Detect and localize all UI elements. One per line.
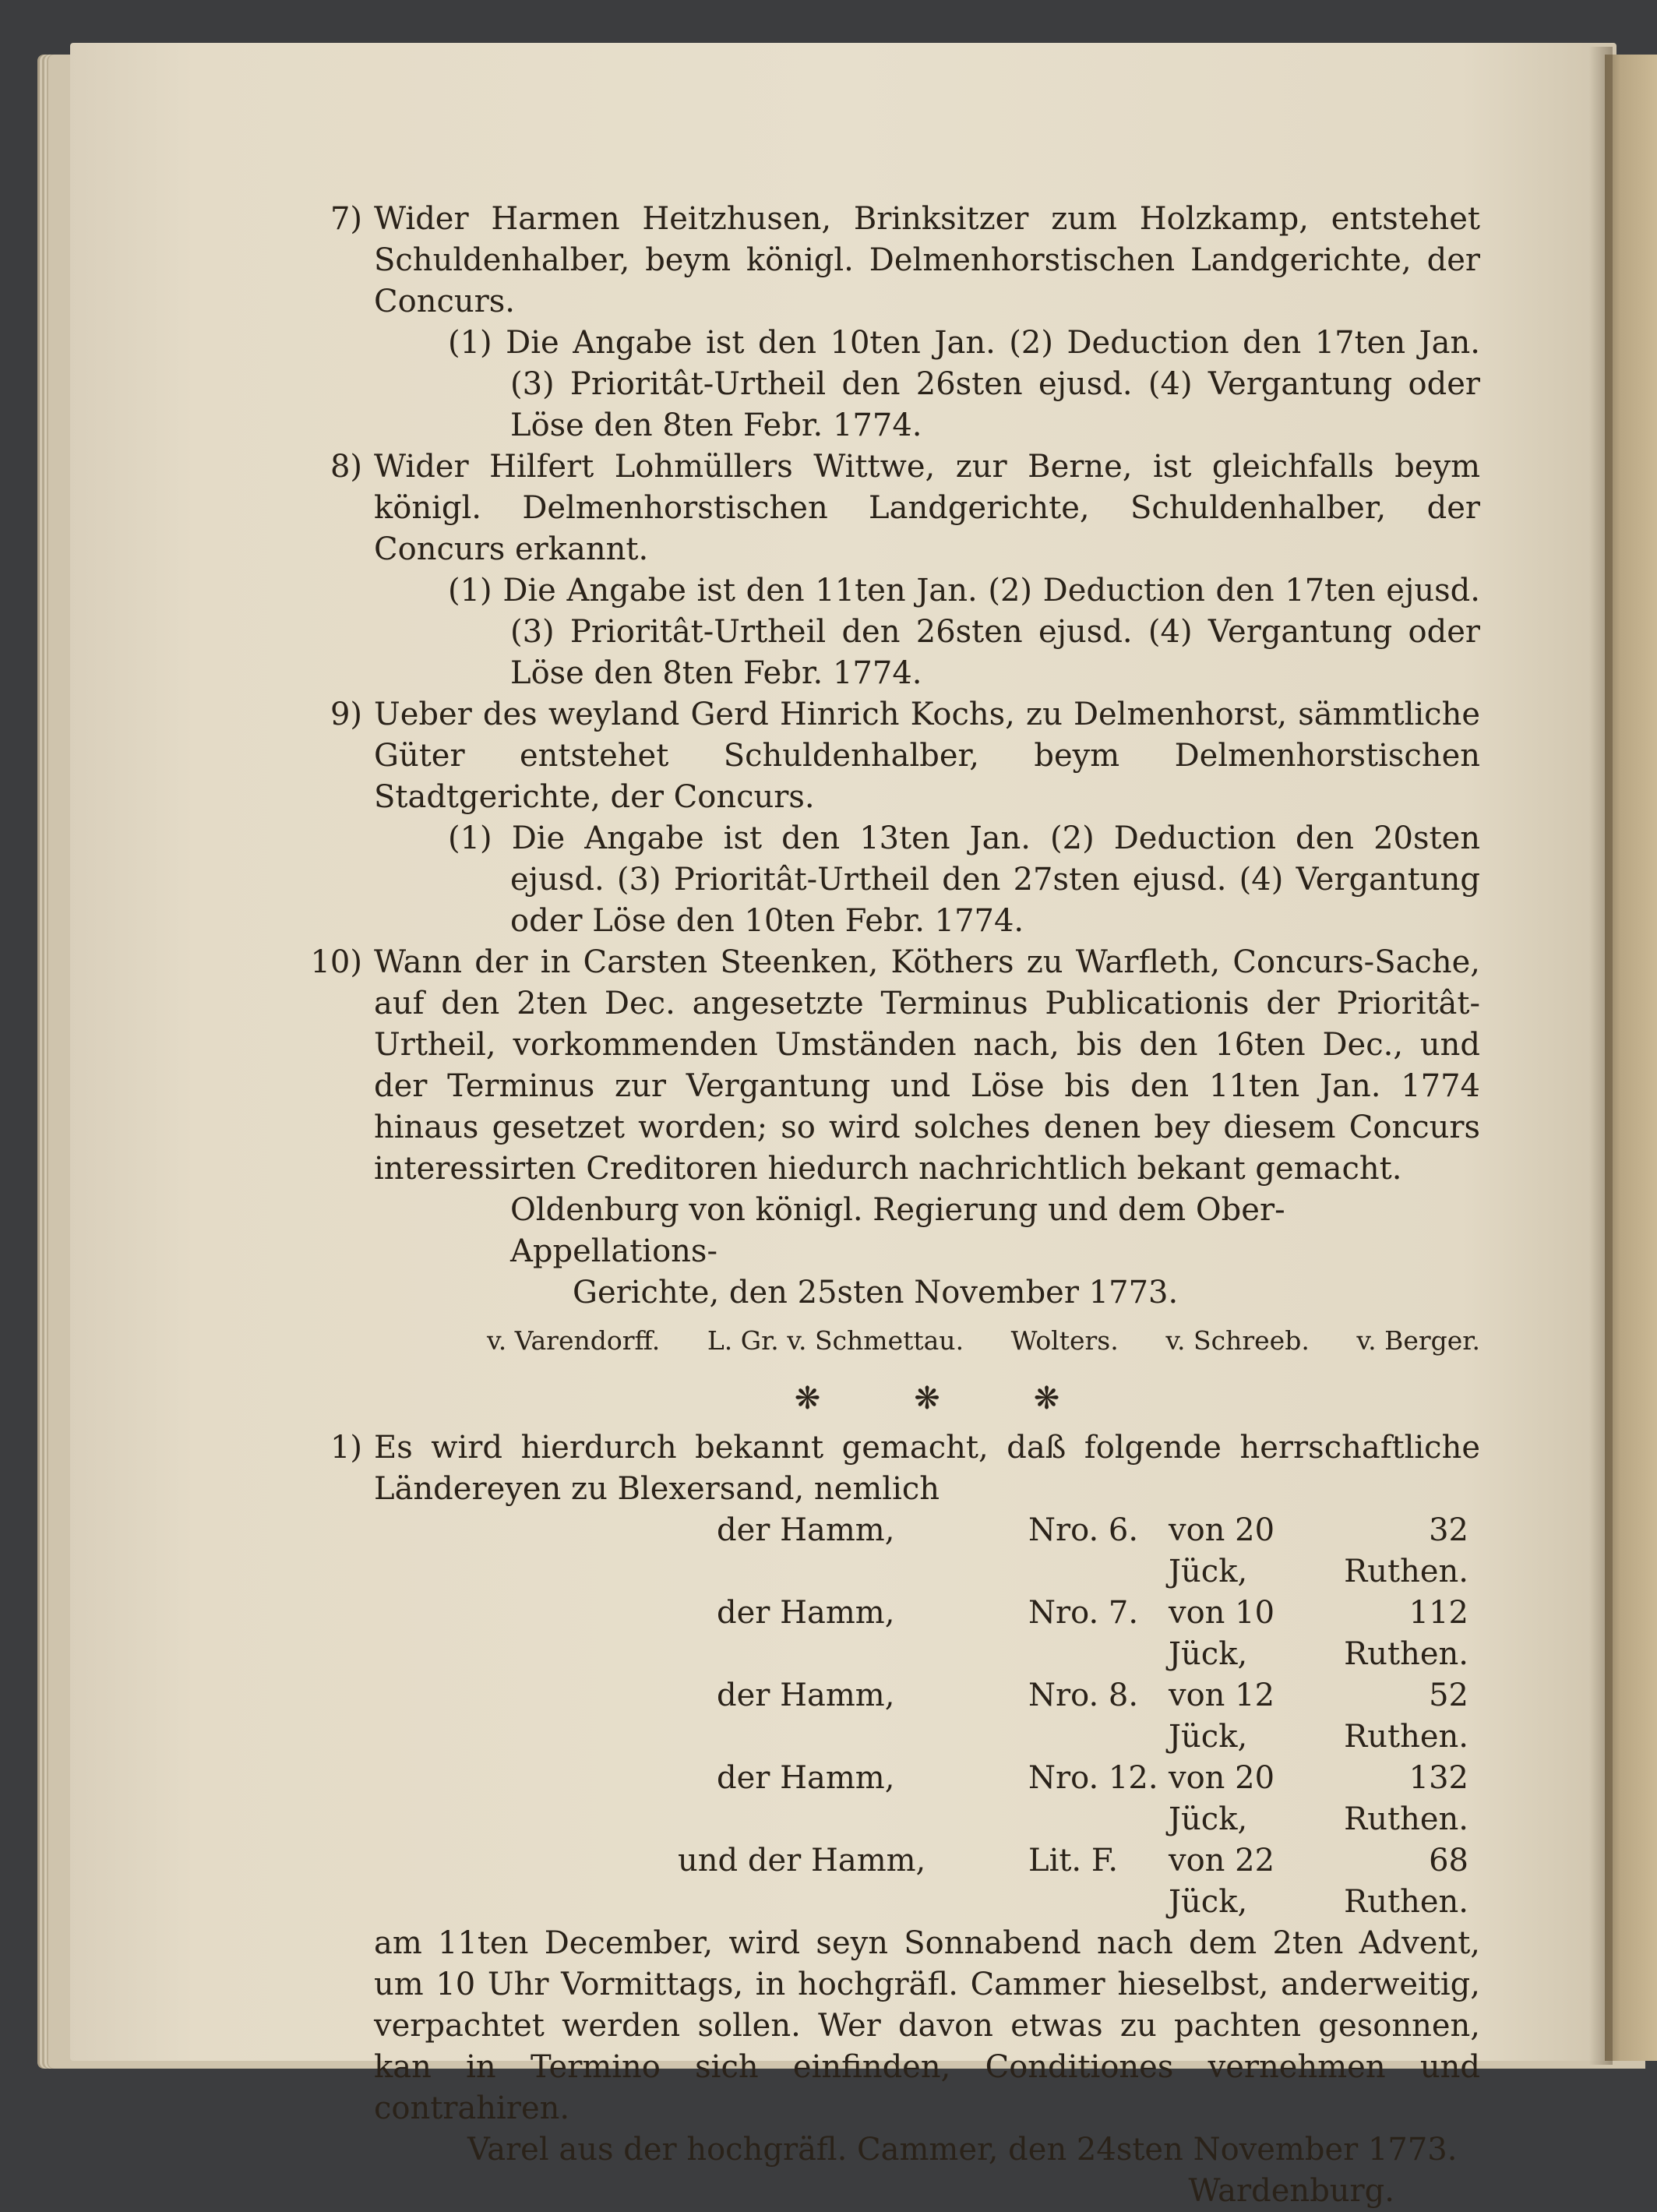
signature: v. Berger. [1356,1325,1480,1356]
land-name: und der Hamm, [678,1843,926,1879]
notice-intro: Es wird hierdurch bekannt gemacht, daß folgende herrschaftliche Ländereyen zu Blexersand, nemlich [374,1430,1480,1507]
land-name: der Hamm, [717,1512,895,1548]
notice-1 [330,1427,1480,1510]
ornament-icon: ❋ [794,1381,821,1416]
signature-line [374,1320,1480,1361]
signature: v. Schreeb. [1165,1325,1310,1356]
entry-8 [330,446,1480,694]
dateline-continued: Gerichte, den 25sten November 1773. [573,1275,1179,1311]
land-ruthen: 68 Ruthen. [1344,1843,1468,1920]
land-size: von 10 Jück, [1169,1595,1275,1672]
book-gutter [1589,47,1613,2065]
page-text [310,199,1480,2212]
entry-number: 10) [310,944,362,980]
land-size: von 20 Jück, [1169,1760,1275,1837]
land-number: Nro. 12. [1028,1760,1158,1796]
land-ruthen: 52 Ruthen. [1344,1678,1468,1755]
entry-9 [330,694,1480,942]
land-size: von 20 Jück, [1169,1512,1275,1589]
entry-number: 1) [330,1430,362,1466]
entry-number: 8) [330,449,362,485]
ornament-icon: ❋ [914,1381,940,1416]
land-size: von 12 Jück, [1169,1678,1275,1755]
entry-text: Wann der in Carsten Steenken, Köthers zu Warfleth, Concurs-Sache, auf den 2ten Dec. angesetzte Terminus Publicationis der Prioritât-Urtheil, vorkommenden Umständen nach, bis den 16ten Dec., und der Terminus zur Vergantung und Löse bis den 11ten Jan. 1774 hinaus gesetzet worden; so wird solches denen bey diesem Concurs interessirten Creditoren hiedurch nachrichtlich bekant gemacht. [374,944,1480,1187]
land-number: Nro. 8. [1028,1678,1139,1713]
entry-7 [330,199,1480,446]
entry-details: (1) Die Angabe ist den 11ten Jan. (2) Deduction den 17ten ejusd. (3) Prioritât-Urtheil den 26sten ejusd. (4) Vergantung oder Löse den 8ten Febr. 1774. [448,573,1480,691]
entry-details: (1) Die Angabe ist den 13ten Jan. (2) Deduction den 20sten ejusd. (3) Prioritât-Urtheil den 27sten ejusd. (4) Vergantung oder Löse den 10ten Febr. 1774. [448,820,1480,939]
entry-text: Ueber des weyland Gerd Hinrich Kochs, zu Delmenhorst, sämmtliche Güter entstehet Schuldenhalber, beym Delmenhorstischen Stadtgerichte, der Concurs. [374,697,1480,815]
land-row [374,1593,1480,1675]
entry-details: (1) Die Angabe ist den 10ten Jan. (2) Deduction den 17ten Jan. (3) Prioritât-Urtheil den 26sten ejusd. (4) Vergantung oder Löse den 8ten Febr. 1774. [448,325,1480,443]
land-ruthen: 132 Ruthen. [1344,1760,1468,1837]
land-ruthen: 112 Ruthen. [1344,1595,1468,1672]
land-name: der Hamm, [717,1595,895,1631]
land-number: Nro. 6. [1028,1512,1139,1548]
land-number: Lit. F. [1028,1843,1119,1879]
ornament-divider [374,1378,1480,1420]
land-row [374,1758,1480,1840]
entry-number: 9) [330,697,362,732]
signature: L. Gr. v. Schmettau. [707,1325,964,1356]
land-table [374,1510,1480,1923]
notice-closing: am 11ten December, wird seyn Sonnabend nach dem 2ten Advent, um 10 Uhr Vormittags, in hochgräfl. Cammer hieselbst, anderweitig, verpachtet werden sollen. Wer davon etwas zu pachten gesonnen, kan in Termino sich einfinden, Conditiones vernehmen und contrahiren. [374,1925,1480,2126]
notice-signer: Wardenburg. [1188,2173,1394,2209]
land-ruthen: 32 Ruthen. [1344,1512,1468,1589]
ornament-icon: ❋ [1033,1381,1060,1416]
entry-number: 7) [330,201,362,237]
entry-text: Wider Hilfert Lohmüllers Wittwe, zur Berne, ist gleichfalls beym königl. Delmenhorstischen Landgerichte, Schuldenhalber, der Concurs erkannt. [374,449,1480,567]
land-row [374,1510,1480,1593]
land-size: von 22 Jück, [1169,1843,1275,1920]
land-row [374,1840,1480,1923]
dateline: Oldenburg von königl. Regierung und dem Ober-Appellations- [510,1192,1285,1269]
entry-10 [310,942,1480,1190]
land-row [374,1675,1480,1758]
signature: v. Varendorff. [487,1325,661,1356]
land-name: der Hamm, [717,1760,895,1796]
land-name: der Hamm, [717,1678,895,1713]
entry-text: Wider Harmen Heitzhusen, Brinksitzer zum Holzkamp, entstehet Schuldenhalber, beym königl. Delmenhorstischen Landgerichte, der Concurs. [374,201,1480,319]
notice-place-date: Varel aus der hochgräfl. Cammer, den 24sten November 1773. [467,2132,1458,2168]
land-number: Nro. 7. [1028,1595,1139,1631]
facing-page-edge [1605,55,1657,2061]
signature: Wolters. [1010,1325,1119,1356]
